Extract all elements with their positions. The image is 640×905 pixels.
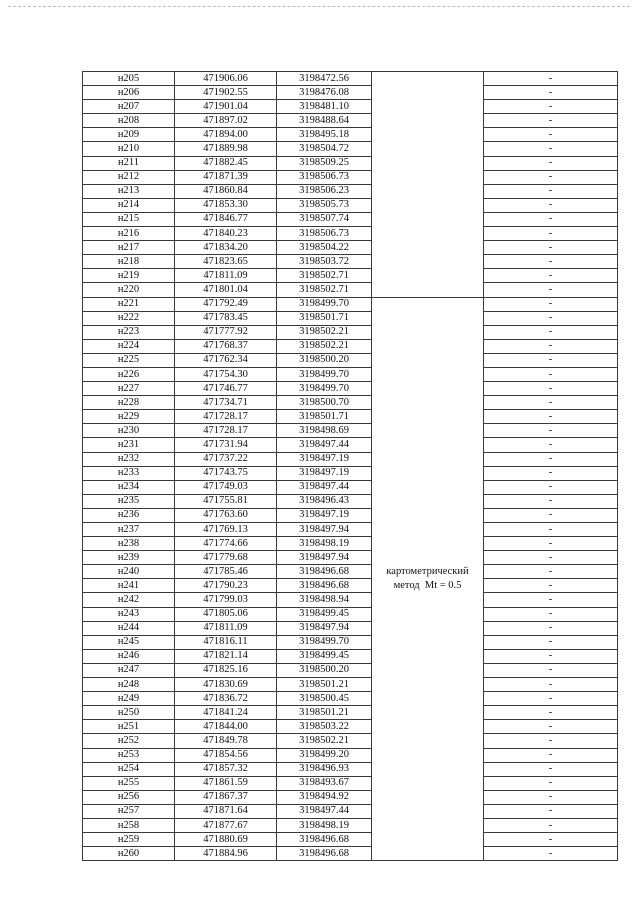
point-name-cell: н209 — [83, 128, 175, 142]
x-coordinate-cell: 471902.55 — [175, 86, 277, 100]
dash-cell: - — [484, 438, 618, 452]
dash-cell: - — [484, 551, 618, 565]
y-coordinate-cell: 3198499.45 — [277, 649, 372, 663]
x-coordinate-cell: 471830.69 — [175, 678, 277, 692]
y-coordinate-cell: 3198502.21 — [277, 339, 372, 353]
y-coordinate-cell: 3198497.94 — [277, 551, 372, 565]
y-coordinate-cell: 3198500.20 — [277, 353, 372, 367]
dash-cell: - — [484, 480, 618, 494]
y-coordinate-cell: 3198506.73 — [277, 227, 372, 241]
table-row — [83, 480, 618, 494]
method-cell — [372, 297, 484, 861]
point-name-cell: н223 — [83, 325, 175, 339]
table-row — [83, 396, 618, 410]
table-row — [83, 804, 618, 818]
y-coordinate-cell: 3198497.94 — [277, 523, 372, 537]
table-row — [83, 339, 618, 353]
x-coordinate-cell: 471823.65 — [175, 255, 277, 269]
dash-cell: - — [484, 494, 618, 508]
coordinates-table — [82, 71, 618, 861]
x-coordinate-cell: 471792.49 — [175, 297, 277, 311]
table-row — [83, 410, 618, 424]
table-row — [83, 466, 618, 480]
dash-cell: - — [484, 184, 618, 198]
y-coordinate-cell: 3198499.70 — [277, 635, 372, 649]
x-coordinate-cell: 471755.81 — [175, 494, 277, 508]
point-name-cell: н219 — [83, 269, 175, 283]
dash-cell: - — [484, 297, 618, 311]
table-row — [83, 678, 618, 692]
dash-cell: - — [484, 748, 618, 762]
x-coordinate-cell: 471846.77 — [175, 212, 277, 226]
y-coordinate-cell: 3198499.70 — [277, 382, 372, 396]
table-row — [83, 649, 618, 663]
dash-cell: - — [484, 198, 618, 212]
point-name-cell: н253 — [83, 748, 175, 762]
dash-cell: - — [484, 635, 618, 649]
x-coordinate-cell: 471790.23 — [175, 579, 277, 593]
dash-cell: - — [484, 72, 618, 86]
x-coordinate-cell: 471811.09 — [175, 621, 277, 635]
point-name-cell: н216 — [83, 227, 175, 241]
x-coordinate-cell: 471836.72 — [175, 692, 277, 706]
table-row — [83, 212, 618, 226]
x-coordinate-cell: 471849.78 — [175, 734, 277, 748]
y-coordinate-cell: 3198506.23 — [277, 184, 372, 198]
y-coordinate-cell: 3198494.92 — [277, 790, 372, 804]
dash-cell: - — [484, 396, 618, 410]
table-row — [83, 508, 618, 522]
y-coordinate-cell: 3198499.20 — [277, 748, 372, 762]
x-coordinate-cell: 471774.66 — [175, 537, 277, 551]
y-coordinate-cell: 3198501.71 — [277, 410, 372, 424]
x-coordinate-cell: 471871.64 — [175, 804, 277, 818]
dash-cell: - — [484, 325, 618, 339]
dash-cell: - — [484, 156, 618, 170]
y-coordinate-cell: 3198498.19 — [277, 537, 372, 551]
x-coordinate-cell: 471779.68 — [175, 551, 277, 565]
y-coordinate-cell: 3198496.68 — [277, 579, 372, 593]
y-coordinate-cell: 3198503.22 — [277, 720, 372, 734]
y-coordinate-cell: 3198507.74 — [277, 212, 372, 226]
y-coordinate-cell: 3198497.44 — [277, 804, 372, 818]
point-name-cell: н234 — [83, 480, 175, 494]
x-coordinate-cell: 471816.11 — [175, 635, 277, 649]
y-coordinate-cell: 3198502.21 — [277, 325, 372, 339]
table-row — [83, 607, 618, 621]
y-coordinate-cell: 3198501.21 — [277, 706, 372, 720]
x-coordinate-cell: 471844.00 — [175, 720, 277, 734]
y-coordinate-cell: 3198504.22 — [277, 241, 372, 255]
x-coordinate-cell: 471840.23 — [175, 227, 277, 241]
table-row — [83, 311, 618, 325]
dash-cell: - — [484, 649, 618, 663]
dash-cell: - — [484, 523, 618, 537]
point-name-cell: н258 — [83, 818, 175, 832]
dash-cell: - — [484, 353, 618, 367]
y-coordinate-cell: 3198499.70 — [277, 297, 372, 311]
table-row — [83, 551, 618, 565]
dash-cell: - — [484, 86, 618, 100]
table-row — [83, 847, 618, 861]
x-coordinate-cell: 471877.67 — [175, 818, 277, 832]
x-coordinate-cell: 471857.32 — [175, 762, 277, 776]
point-name-cell: н237 — [83, 523, 175, 537]
table-row — [83, 255, 618, 269]
x-coordinate-cell: 471777.92 — [175, 325, 277, 339]
point-name-cell: н250 — [83, 706, 175, 720]
x-coordinate-cell: 471871.39 — [175, 170, 277, 184]
dash-cell: - — [484, 269, 618, 283]
y-coordinate-cell: 3198499.70 — [277, 367, 372, 381]
y-coordinate-cell: 3198488.64 — [277, 114, 372, 128]
x-coordinate-cell: 471743.75 — [175, 466, 277, 480]
dash-cell: - — [484, 466, 618, 480]
point-name-cell: н251 — [83, 720, 175, 734]
dash-cell: - — [484, 678, 618, 692]
dash-cell: - — [484, 255, 618, 269]
point-name-cell: н235 — [83, 494, 175, 508]
point-name-cell: н254 — [83, 762, 175, 776]
method-cell-empty — [372, 72, 484, 298]
table-row — [83, 523, 618, 537]
dash-cell: - — [484, 607, 618, 621]
y-coordinate-cell: 3198496.68 — [277, 565, 372, 579]
y-coordinate-cell: 3198500.70 — [277, 396, 372, 410]
table-row — [83, 170, 618, 184]
method-name-text: картометрический — [386, 565, 469, 577]
point-name-cell: н210 — [83, 142, 175, 156]
point-name-cell: н212 — [83, 170, 175, 184]
table-row — [83, 184, 618, 198]
y-coordinate-cell: 3198505.73 — [277, 198, 372, 212]
y-coordinate-cell: 3198497.19 — [277, 452, 372, 466]
y-coordinate-cell: 3198497.19 — [277, 508, 372, 522]
point-name-cell: н259 — [83, 833, 175, 847]
x-coordinate-cell: 471841.24 — [175, 706, 277, 720]
x-coordinate-cell: 471749.03 — [175, 480, 277, 494]
dash-cell: - — [484, 692, 618, 706]
point-name-cell: н252 — [83, 734, 175, 748]
table-row — [83, 579, 618, 593]
dash-cell: - — [484, 663, 618, 677]
dash-cell: - — [484, 706, 618, 720]
x-coordinate-cell: 471889.98 — [175, 142, 277, 156]
dash-cell: - — [484, 776, 618, 790]
x-coordinate-cell: 471860.84 — [175, 184, 277, 198]
dash-cell: - — [484, 593, 618, 607]
point-name-cell: н228 — [83, 396, 175, 410]
point-name-cell: н214 — [83, 198, 175, 212]
y-coordinate-cell: 3198500.45 — [277, 692, 372, 706]
x-coordinate-cell: 471763.60 — [175, 508, 277, 522]
dash-cell: - — [484, 128, 618, 142]
x-coordinate-cell: 471801.04 — [175, 283, 277, 297]
dash-cell: - — [484, 212, 618, 226]
dash-cell: - — [484, 833, 618, 847]
y-coordinate-cell: 3198501.71 — [277, 311, 372, 325]
table-row — [83, 241, 618, 255]
dash-cell: - — [484, 565, 618, 579]
table-row — [83, 100, 618, 114]
y-coordinate-cell: 3198498.19 — [277, 818, 372, 832]
point-name-cell: н221 — [83, 297, 175, 311]
y-coordinate-cell: 3198497.44 — [277, 438, 372, 452]
dash-cell: - — [484, 508, 618, 522]
point-name-cell: н246 — [83, 649, 175, 663]
x-coordinate-cell: 471731.94 — [175, 438, 277, 452]
x-coordinate-cell: 471799.03 — [175, 593, 277, 607]
point-name-cell: н222 — [83, 311, 175, 325]
dash-cell: - — [484, 537, 618, 551]
point-name-cell: н242 — [83, 593, 175, 607]
y-coordinate-cell: 3198509.25 — [277, 156, 372, 170]
point-name-cell: н257 — [83, 804, 175, 818]
dash-cell: - — [484, 311, 618, 325]
y-coordinate-cell: 3198502.21 — [277, 734, 372, 748]
y-coordinate-cell: 3198493.67 — [277, 776, 372, 790]
dash-cell: - — [484, 818, 618, 832]
point-name-cell: н248 — [83, 678, 175, 692]
point-name-cell: н245 — [83, 635, 175, 649]
dash-cell: - — [484, 621, 618, 635]
point-name-cell: н213 — [83, 184, 175, 198]
x-coordinate-cell: 471769.13 — [175, 523, 277, 537]
x-coordinate-cell: 471854.56 — [175, 748, 277, 762]
dash-cell: - — [484, 424, 618, 438]
table-row — [83, 734, 618, 748]
table-row — [83, 367, 618, 381]
table-row — [83, 818, 618, 832]
y-coordinate-cell: 3198506.73 — [277, 170, 372, 184]
y-coordinate-cell: 3198504.72 — [277, 142, 372, 156]
y-coordinate-cell: 3198496.68 — [277, 847, 372, 861]
table-row — [83, 142, 618, 156]
table-row — [83, 72, 618, 86]
scan-top-edge-line — [8, 6, 630, 7]
point-name-cell: н227 — [83, 382, 175, 396]
x-coordinate-cell: 471785.46 — [175, 565, 277, 579]
x-coordinate-cell: 471746.77 — [175, 382, 277, 396]
table-row — [83, 663, 618, 677]
y-coordinate-cell: 3198503.72 — [277, 255, 372, 269]
y-coordinate-cell: 3198498.94 — [277, 593, 372, 607]
table-row — [83, 297, 618, 311]
x-coordinate-cell: 471728.17 — [175, 410, 277, 424]
point-name-cell: н211 — [83, 156, 175, 170]
table-row — [83, 452, 618, 466]
dash-cell: - — [484, 720, 618, 734]
dash-cell: - — [484, 142, 618, 156]
x-coordinate-cell: 471880.69 — [175, 833, 277, 847]
dash-cell: - — [484, 241, 618, 255]
y-coordinate-cell: 3198496.43 — [277, 494, 372, 508]
table-row — [83, 156, 618, 170]
point-name-cell: н240 — [83, 565, 175, 579]
table-row — [83, 706, 618, 720]
dash-cell: - — [484, 804, 618, 818]
dash-cell: - — [484, 452, 618, 466]
table-row — [83, 692, 618, 706]
y-coordinate-cell: 3198472.56 — [277, 72, 372, 86]
x-coordinate-cell: 471734.71 — [175, 396, 277, 410]
point-name-cell: н255 — [83, 776, 175, 790]
table-row — [83, 438, 618, 452]
table-row — [83, 353, 618, 367]
table-row — [83, 424, 618, 438]
y-coordinate-cell: 3198498.69 — [277, 424, 372, 438]
point-name-cell: н244 — [83, 621, 175, 635]
table-row — [83, 748, 618, 762]
y-coordinate-cell: 3198497.19 — [277, 466, 372, 480]
table-row — [83, 790, 618, 804]
y-coordinate-cell: 3198496.93 — [277, 762, 372, 776]
point-name-cell: н226 — [83, 367, 175, 381]
x-coordinate-cell: 471737.22 — [175, 452, 277, 466]
point-name-cell: н236 — [83, 508, 175, 522]
point-name-cell: н220 — [83, 283, 175, 297]
y-coordinate-cell: 3198481.10 — [277, 100, 372, 114]
y-coordinate-cell: 3198500.20 — [277, 663, 372, 677]
x-coordinate-cell: 471805.06 — [175, 607, 277, 621]
dash-cell: - — [484, 790, 618, 804]
point-name-cell: н206 — [83, 86, 175, 100]
dash-cell: - — [484, 734, 618, 748]
point-name-cell: н260 — [83, 847, 175, 861]
dash-cell: - — [484, 579, 618, 593]
point-name-cell: н224 — [83, 339, 175, 353]
point-name-cell: н243 — [83, 607, 175, 621]
dash-cell: - — [484, 367, 618, 381]
table-row — [83, 198, 618, 212]
y-coordinate-cell: 3198502.71 — [277, 283, 372, 297]
table-row — [83, 494, 618, 508]
y-coordinate-cell: 3198499.45 — [277, 607, 372, 621]
x-coordinate-cell: 471728.17 — [175, 424, 277, 438]
x-coordinate-cell: 471754.30 — [175, 367, 277, 381]
x-coordinate-cell: 471882.45 — [175, 156, 277, 170]
point-name-cell: н233 — [83, 466, 175, 480]
table-row — [83, 621, 618, 635]
point-name-cell: н249 — [83, 692, 175, 706]
table-row — [83, 762, 618, 776]
x-coordinate-cell: 471762.34 — [175, 353, 277, 367]
dash-cell: - — [484, 170, 618, 184]
x-coordinate-cell: 471867.37 — [175, 790, 277, 804]
point-name-cell: н232 — [83, 452, 175, 466]
point-name-cell: н215 — [83, 212, 175, 226]
y-coordinate-cell: 3198501.21 — [277, 678, 372, 692]
dash-cell: - — [484, 283, 618, 297]
dash-cell: - — [484, 339, 618, 353]
x-coordinate-cell: 471783.45 — [175, 311, 277, 325]
point-name-cell: н217 — [83, 241, 175, 255]
table-row — [83, 720, 618, 734]
dash-cell: - — [484, 410, 618, 424]
point-name-cell: н225 — [83, 353, 175, 367]
table-row — [83, 283, 618, 297]
table-row — [83, 128, 618, 142]
table-row — [83, 114, 618, 128]
table-row — [83, 635, 618, 649]
x-coordinate-cell: 471906.06 — [175, 72, 277, 86]
x-coordinate-cell: 471853.30 — [175, 198, 277, 212]
dash-cell: - — [484, 762, 618, 776]
method-accuracy-text: метод Mt = 0.5 — [393, 579, 462, 591]
y-coordinate-cell: 3198497.44 — [277, 480, 372, 494]
y-coordinate-cell: 3198497.94 — [277, 621, 372, 635]
dash-cell: - — [484, 100, 618, 114]
dash-cell: - — [484, 847, 618, 861]
dash-cell: - — [484, 114, 618, 128]
point-name-cell: н229 — [83, 410, 175, 424]
point-name-cell: н205 — [83, 72, 175, 86]
point-name-cell: н230 — [83, 424, 175, 438]
point-name-cell: н241 — [83, 579, 175, 593]
table-row — [83, 565, 618, 579]
x-coordinate-cell: 471861.59 — [175, 776, 277, 790]
x-coordinate-cell: 471901.04 — [175, 100, 277, 114]
dash-cell: - — [484, 382, 618, 396]
point-name-cell: н207 — [83, 100, 175, 114]
y-coordinate-cell: 3198495.18 — [277, 128, 372, 142]
table-row — [83, 227, 618, 241]
table-row — [83, 593, 618, 607]
x-coordinate-cell: 471834.20 — [175, 241, 277, 255]
y-coordinate-cell: 3198502.71 — [277, 269, 372, 283]
table-row — [83, 776, 618, 790]
point-name-cell: н218 — [83, 255, 175, 269]
point-name-cell: н256 — [83, 790, 175, 804]
point-name-cell: н231 — [83, 438, 175, 452]
point-name-cell: н239 — [83, 551, 175, 565]
point-name-cell: н238 — [83, 537, 175, 551]
table-row — [83, 269, 618, 283]
x-coordinate-cell: 471884.96 — [175, 847, 277, 861]
x-coordinate-cell: 471811.09 — [175, 269, 277, 283]
y-coordinate-cell: 3198476.08 — [277, 86, 372, 100]
point-name-cell: н247 — [83, 663, 175, 677]
x-coordinate-cell: 471821.14 — [175, 649, 277, 663]
table-row — [83, 325, 618, 339]
table-row — [83, 833, 618, 847]
table-row — [83, 537, 618, 551]
x-coordinate-cell: 471768.37 — [175, 339, 277, 353]
x-coordinate-cell: 471897.02 — [175, 114, 277, 128]
table-row — [83, 86, 618, 100]
point-name-cell: н208 — [83, 114, 175, 128]
table-row — [83, 382, 618, 396]
x-coordinate-cell: 471894.00 — [175, 128, 277, 142]
x-coordinate-cell: 471825.16 — [175, 663, 277, 677]
y-coordinate-cell: 3198496.68 — [277, 833, 372, 847]
dash-cell: - — [484, 227, 618, 241]
